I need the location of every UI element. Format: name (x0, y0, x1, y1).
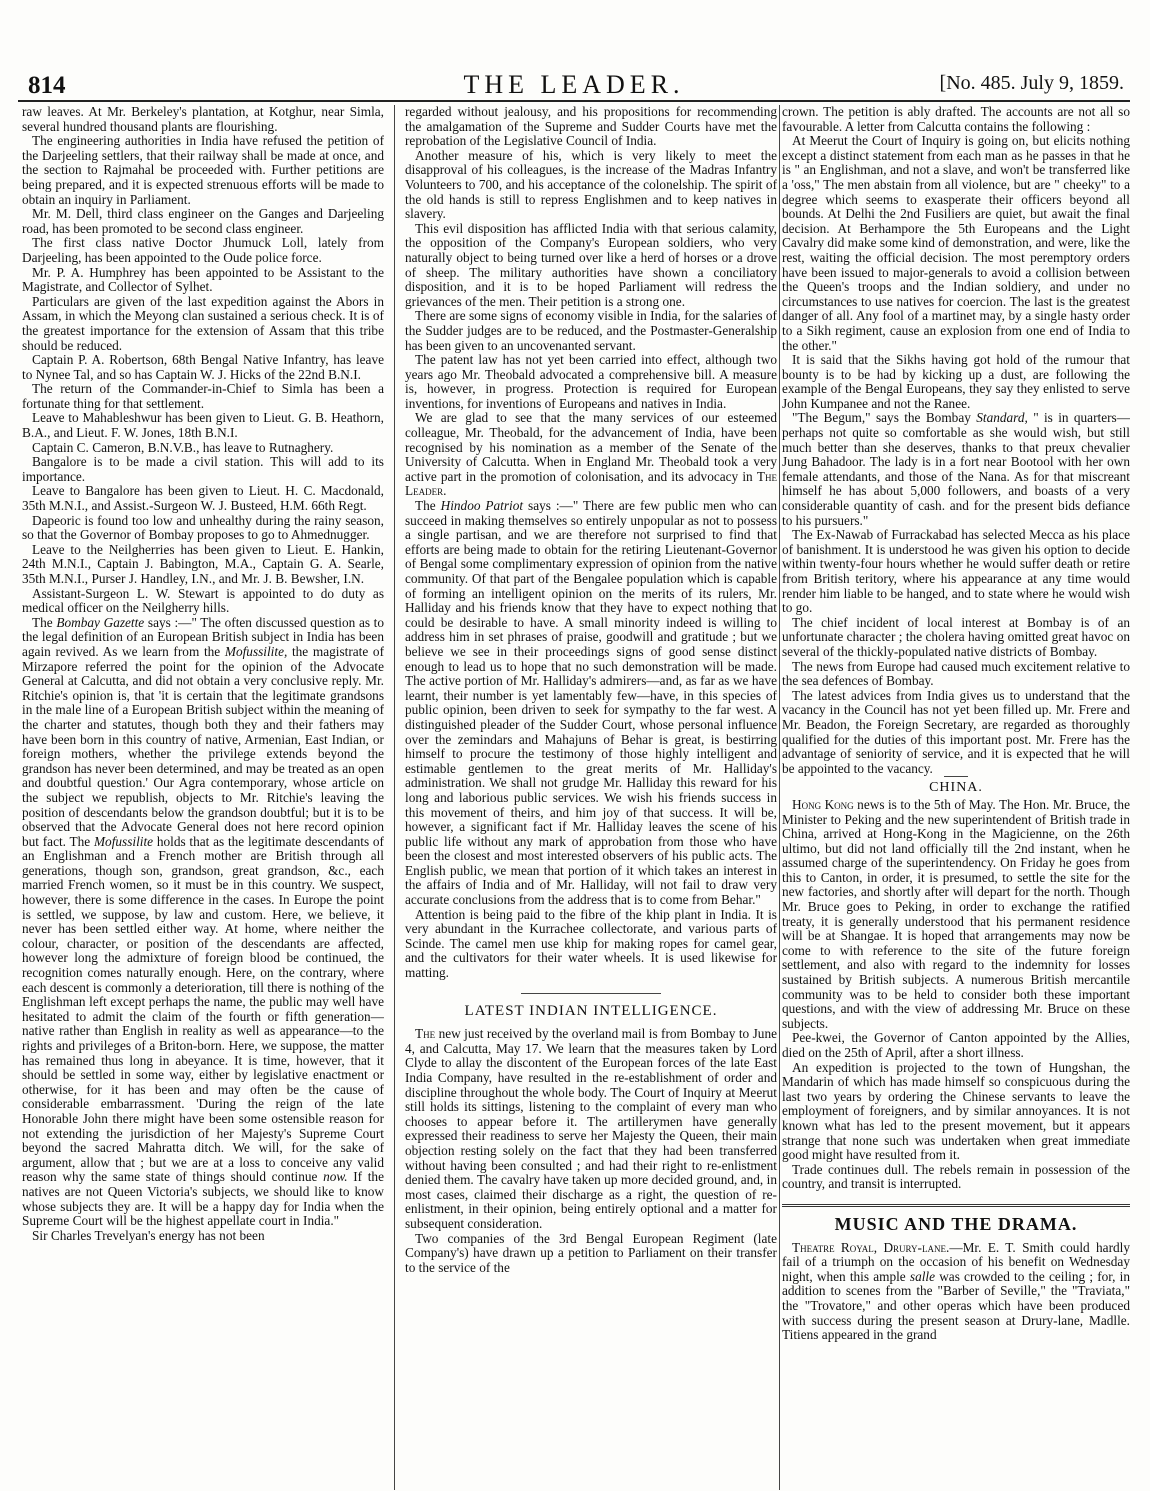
paragraph (782, 411, 1130, 528)
paragraph: It is said that the Sikhs having got hold of the rumour that bounty is to be had by kicking up a dust, are following the example of the Bengal Europeans, they say they enlisted to serve John Kumpanee and not the Ranee. (782, 352, 1130, 411)
paragraph: Captain P. A. Robertson, 68th Bengal Native Infantry, has leave to Nynee Tal, and so has Captain W. J. Hicks of the 22nd B.N.I. (22, 352, 384, 382)
paragraph: The Ex-Nawab of Furrackabad has selected Mecca as his place of banishment. It is understood he was given his option to decide within twenty-four hours whether he would suffer death or retire from British teritory, where his appearance at any time would render him liable to be hanged, and to state where he would wish to go. (782, 527, 1130, 616)
section-heading-china: CHINA. (929, 780, 983, 796)
paragraph: Sir Charles Trevelyan's energy has not been (32, 1227, 265, 1243)
paragraph (782, 1241, 1130, 1343)
emphasis: salle (909, 1268, 936, 1284)
paragraph: Attention is being paid to the fibre of the khip plant in India. It is very abundant in the Kurrachee collectorate, and various parts of Scinde. The camel men use khip for making ropes for camel gear, and the cultivators for their water wheels. It is used likewise for matting. (405, 906, 777, 981)
text-run: " is in quarters—perhaps not quite so comfortable as she would wish, but still much better than she deserves, thanks to that preux chevalier Jung Bahadoor. The lady is in a fort near Bootool with her own female attendants, and those of the Nana. As for that miscreant himself he has about 5,000 followers, and boasts of a very considerable quantity of cash. and for the present bids defiance to his pursuers." (782, 410, 1130, 528)
publication-name: Bombay Gazette (56, 614, 145, 630)
section-rule (521, 993, 661, 994)
paragraph: An expedition is projected to the town of Hungshan, the Mandarin of which has made himself so conspicuous during the last two years by ordering the Chinese servants to leave the employment of foreigners, and by similar annoyances. It is not known what has led to the present movement, but it appears strange that none such was undertaken when great immediate good might have resulted from it. (782, 1059, 1130, 1163)
text-run: says :—" The often discussed question as to the legal definition of an European British subject in India has been again revived. As we learn from the (22, 614, 384, 659)
text-run: was crowded to the ceiling ; for, in addition to scenes from the "Barber of Seville," the "Traviata," the "Trovatore," and other operas which have been produced with success during the present season at Drury-lane, Madlle. Titiens appeared in the grand (782, 1268, 1130, 1343)
paragraph: The news from Europe had caused much excitement relative to the sea defences of Bombay. (782, 658, 1130, 689)
newspaper-title: THE LEADER. (463, 70, 685, 99)
paragraph: Leave to the Neilgherries has been given to Lieut. E. Hankin, 24th M.N.I., Captain J. Babington, M.A., Captain G. A. Searle, 35th M.N.I., Purser J. Handley, I.N., and Mr. J. B. Bewsher, I.N. (22, 541, 384, 586)
paragraph: Bangalore is to be made a civil station. This will add to its importance. (22, 454, 384, 484)
paragraph: Another measure of his, which is very likely to meet the disapproval of his colleagues, is the increase of the Madras Infantry Volunteers to 700, and his acceptance of the colonelship. The spirit of the old hands is still to repress Englishmen and to keep natives in slavery. (405, 147, 777, 222)
paragraph: Trade continues dull. The rebels remain in possession of the country, and transit is interrupted. (782, 1161, 1130, 1192)
paragraph: Two companies of the 3rd Bengal European Regiment (late Company's) have drawn up a petition to Parliament on their transfer to the service of the (405, 1230, 777, 1275)
text-run: news is to the 5th of May. The Hon. Mr. Bruce, the Minister to Peking and the new superintendent of British trade in China, arrived at Hong-Kong in the Magicienne, on the 26th ultimo, but did not land officially till the 2nd instant, when he assumed charge of the superintendency. On Friday he goes from this to Canton, in order, it is presumed, to settle the site for the new factories, and shortly after will depart for the north. Though Mr. Bruce goes to Peking, in order to exchange the ratified treaty, it is generally understood that his permanent residence will be at Shangae. It is hoped that arrangements may now be come to with reference to the site of the future foreign settlement, and also with regard to the indemnity for losses sustained by British subjects. A numerous British mercantile community was to be held to consider both these important questions, and with the view of addressing Mr. Bruce on these subjects. (782, 796, 1130, 1031)
paragraph: At Meerut the Court of Inquiry is going on, but elicits nothing except a distinct statement from each man as he passes in that he is " an Englishman, and not a slave, and won't be transferred like a 'oss," The men abstain from all violence, but are " cheeky" to a degree which seems to exasperate their officers beyond all bounds. At Delhi the 2nd Fusiliers are quiet, but await the final decision. At Berhampore the 5th Europeans and the Light Cavalry did make some kind of demonstration, and were, like the rest, waiting the official decision. The most peremptory orders have been issued to major-generals to avoid a collision between the Queen's troops and the Indian soldiery, and under no circumstances to use natives for coercion. The last is the greatest danger of all. Any fool of a martinet may, by a single hasty order to a Sikh regiment, cause an explosion from one end of India to the other." (782, 133, 1130, 353)
paragraph: The engineering authorities in India have refused the petition of the Darjeeling settlers, that their railway shall be made at once, and the section to Rajmahal be proceeded with. Further petitions are being prepared, and it is expected strenuous efforts will be made to obtain an inquiry in Parliament. (22, 133, 384, 207)
paragraph: Mr. P. A. Humphrey has been appointed to be Assistant to the Magistrate, and Collector of Sylhet. (22, 264, 384, 295)
text-run: We are glad to see that the many services of our esteemed colleague, Mr. Theobald, for the advancement of India, have been recognised by his nomination as a member of the Senate of the University of Calcutta. When in England Mr. Theobald took a very active part in the promotion of colonisation, and its advocacy in (405, 410, 777, 484)
paragraph-hindoo-patriot (405, 499, 777, 908)
column-divider (394, 105, 395, 1490)
text-run: If the natives are not Queen Victoria's subjects, we should like to know whose subjects they are. It will be a happy day for India when the Supreme Court will be the highest appellate court in India." (22, 1169, 384, 1229)
column-1 (22, 105, 384, 1490)
page-number: 814 (28, 72, 66, 99)
paragraph-bombay-gazette (22, 616, 384, 1229)
column-divider (779, 105, 780, 1490)
publication-name: Mofussilite (93, 833, 154, 849)
column-3 (782, 105, 1130, 1490)
paragraph: Particulars are given of the last expedition against the Abors in Assam, in which the Meyong clan sustained a serious check. It is of the greatest importance for the extension of Assam that this tribe should be reduced. (22, 293, 384, 353)
paragraph (405, 1027, 777, 1231)
paragraph: The latest advices from India gives us to understand that the vacancy in the Council has not yet been filled up. Mr. Frere and Mr. Beadon, the Foreign Secretary, are regarded as thoroughly qualified for the duties of this important post. Mr. Frere has the advantage of seniority of service, and it is expected that he will be appointed to the vacancy. (782, 687, 1130, 776)
text-run: holds that as the legitimate descendants of an Englishman and a French mother are British through all generations, though son, grandson, great grandson, &c., each married French women, so it must be in this country. We suspect, however, there is some difference in the cases. In Europe the point is settled, we suppose, by law and custom. Here, we believe, it never has been settled either way. At home, where neither the colour, character, or position of the descendants are affected, however long the admixture of foreign blood be continued, the recognition comes naturally enough. Here, on the contrary, where each descent is commonly a deterioration, till there is nothing of the Englishman left except perhaps the name, the public may well have hesitated to admit the claim of the fourth or fifth generation—native rather than English in reality as well as appearance—to the rights and privileges of a Briton-born. Here, we suppose, the matter has remained thus long in abeyance. It is time, however, that it should be settled in some way, either by legislative enactment or otherwise, for it has been and may often be the cause of considerable embarrassment. 'During the reign of the late Honorable John there might have been some ostensible reason for not extending the jurisdiction of her Majesty's Supreme Court beyond the sacred Mahratta ditch. We will, for the sake of argument, allow that ; but we are at a loss to conceive any valid reason why the same state of things should continue (22, 833, 384, 1185)
text-run: "The Begum," says the Bombay (792, 410, 971, 426)
paragraph: The first class native Doctor Jhumuck Loll, lately from Darjeeling, has been appointed to the Oude police force. (22, 235, 384, 265)
paragraph: The patent law has not yet been carried into effect, although two years ago Mr. Theobald advocated a comprehensive bill. A measure is, however, in progress. Protection is required for European inventions, for inventions of Europeans and natives in India. (405, 352, 777, 411)
text-run: says :—" There are few public men who can succeed in making themselves so entirely unpopular as not to possess a single partisan, and we are therefore not surprised to find that efforts are being made to obtain for the retiring Lieutenant-Governor of Bengal some complimentary expression of opinion from the native community. Of that part of the Bengalee population which is capable of forming an intelligent opinion on the merits of its rulers, Mr. Halliday and his friends know that they have to expect nothing that could be desirable to have. A small minority indeed is willing to address him in set phrases of praise, goodwill and gratitude ; but we believe we see in their proceedings signs of good sense distinct enough to lead us to hope that no such demonstration will be made. The active portion of Mr. Halliday's admirers—and, as far as we have learnt, their number is yet lamentably few—have, in this species of public opinion, been driven to seek for sympathy to the far west. A distinguished pleader of the Sudder Court, whose personal influence over the zemindars and Mahajuns of Behar is great, is bestirring himself to procure the testimony of those highly intelligent and estimable gentlemen to the great merits of Mr. Halliday's administration. We shall not grudge Mr. Halliday this reward for his long and laborious public services. We wish his friends success in this movement of theirs, and him joy of that success. It will be, however, a significant fact if Mr. Halliday leaves the scene of his public life without any mark of approbation from those who have been the closest and most interested observers of his public acts. The English public, we mean that portion of it which takes an interest in the affairs of India and of Mr. Halliday, will not fail to draw very accurate conclusions from the address that is to come from Behar." (405, 498, 777, 908)
paragraph: regarded without jealousy, and his propositions for recommending the amalgamation of the Supreme and Sudder Courts have met the reprobation of the Legislative Council of India. (405, 105, 777, 149)
lead-word: The (415, 1026, 436, 1042)
paragraph: crown. The petition is ably drafted. The accounts are not all so favourable. A letter from Calcutta contains the following : (782, 105, 1130, 134)
section-double-rule (782, 1204, 1130, 1207)
lead-word: Theatre Royal, Drury-lane. (792, 1239, 950, 1255)
issue-date: [No. 485. July 9, 1859. (939, 72, 1124, 94)
section-heading-latest-indian-intelligence: LATEST INDIAN INTELLIGENCE. (464, 1002, 718, 1019)
text-run: new just received by the overland mail is from Bombay to June 4, and Calcutta, May 17. We learn that the measures taken by Lord Clyde to allay the discontent of the European forces of the late East India Company, have resulted in the re-establishment of order and discipline throughout the whole body. The Court of Inquiry at Meerut still holds its sittings, listening to the complaint of every man who chooses to appear before it. The artillerymen have generally expressed their readiness to serve her Majesty the Queen, their main objection resting solely on the fact that they had been transferred without having been consulted ; and had their right to re-enlistment denied them. The cavalry have taken up more decided ground, and, in most cases, claimed their discharge as a right, the question of re-enlistment, in their opinion, being entirely optional and a matter for subsequent consideration. (405, 1026, 777, 1231)
paragraph: Mr. M. Dell, third class engineer on the Ganges and Darjeeling road, has been promoted to be second class engineer. (22, 206, 384, 236)
text-run: The (415, 498, 436, 514)
paragraph: raw leaves. At Mr. Berkeley's plantation, at Kotghur, near Simla, several hundred thousand plants are flourishing. (22, 105, 384, 134)
publication-name: Hindoo Patriot (440, 498, 524, 514)
paragraph (405, 411, 777, 499)
text-run: the magistrate of Mirzapore referred the point for the opinion of the Advocate General at Calcutta, and did not obtain a very conclusive reply. Mr. Ritchie's opinion is, that 'it is certain that the legitimate grandsons in the male line of a European British subject within the meaning of the charter and statutes, though both they and their fathers may have been born in this country of native, Armenian, East Indian, or foreign mothers, whether the privilege extends beyond the grandson has never been determined, and may be treated as an open and doubtful question.' Our Agra contemporary, whose article on the subject we republish, objects to Mr. Ritchie's leaving the position of descendants below the grandson doubtful; but it is to be observed that the Advocate General does not here record opinion but fact. The (22, 643, 384, 849)
column-2 (405, 105, 777, 1490)
publication-name: Mofussilite, (224, 643, 288, 659)
paragraph: Captain C. Cameron, B.N.V.B., has leave to Rutnaghery. (32, 439, 334, 455)
emphasis: now. (323, 1169, 348, 1185)
paragraph (782, 798, 1130, 1032)
publication-name: The Leader. (405, 468, 777, 499)
publication-name: Standard, (976, 410, 1028, 426)
text-run: The (32, 614, 53, 630)
paragraph: This evil disposition has afflicted India with that serious calamity, the opposition of the Company's European soldiers, who very naturally object to being turned over like a herd of horses or a drove of sheep. The military authorities have shown a conciliatory disposition, and it is to be hoped Parliament will redress the grievances of the men. Their petition is a strong one. (405, 220, 777, 309)
masthead-rule (18, 100, 1130, 102)
text-run: —Mr. E. T. Smith could hardly fail of a triumph on the occasion of his benefit on Wednesday night, when this ample (782, 1239, 1130, 1284)
paragraph: Leave to Mahableshwur has been given to Lieut. G. B. Heathorn, B.A., and Lieut. F. W. Jones, 18th B.N.I. (22, 410, 384, 441)
paragraph: Pee-kwei, the Governor of Canton appointed by the Allies, died on the 25th of April, after a short illness. (782, 1030, 1130, 1060)
section-heading-music-and-drama: MUSIC AND THE DRAMA. (834, 1213, 1078, 1234)
paragraph: Dapeoric is found too low and unhealthy during the rainy season, so that the Governor of Bombay proposes to go to Ahmednugger. (22, 512, 384, 543)
masthead (18, 60, 1130, 102)
short-rule (944, 776, 968, 777)
paragraph: There are some signs of economy visible in India, for the salaries of the Sudder judges are to be reduced, and the Postmaster-Generalship has been given to an uncovenanted servant. (405, 308, 777, 353)
paragraph: Assistant-Surgeon L. W. Stewart is appointed to do duty as medical officer on the Neilgherry hills. (22, 585, 384, 616)
paragraph: The chief incident of local interest at Bombay is of an unfortunate character ; the cholera having omitted great havoc on several of the thickly-populated native districts of Bombay. (782, 614, 1130, 659)
paragraph: Leave to Bangalore has been given to Lieut. H. C. Macdonald, 35th M.N.I., and Assist.-Surgeon W. J. Busteed, H.M. 66th Regt. (22, 483, 384, 514)
paragraph: The return of the Commander-in-Chief to Simla has been a fortunate thing for that settlement. (22, 381, 384, 411)
lead-word: Hong Kong (792, 796, 854, 812)
